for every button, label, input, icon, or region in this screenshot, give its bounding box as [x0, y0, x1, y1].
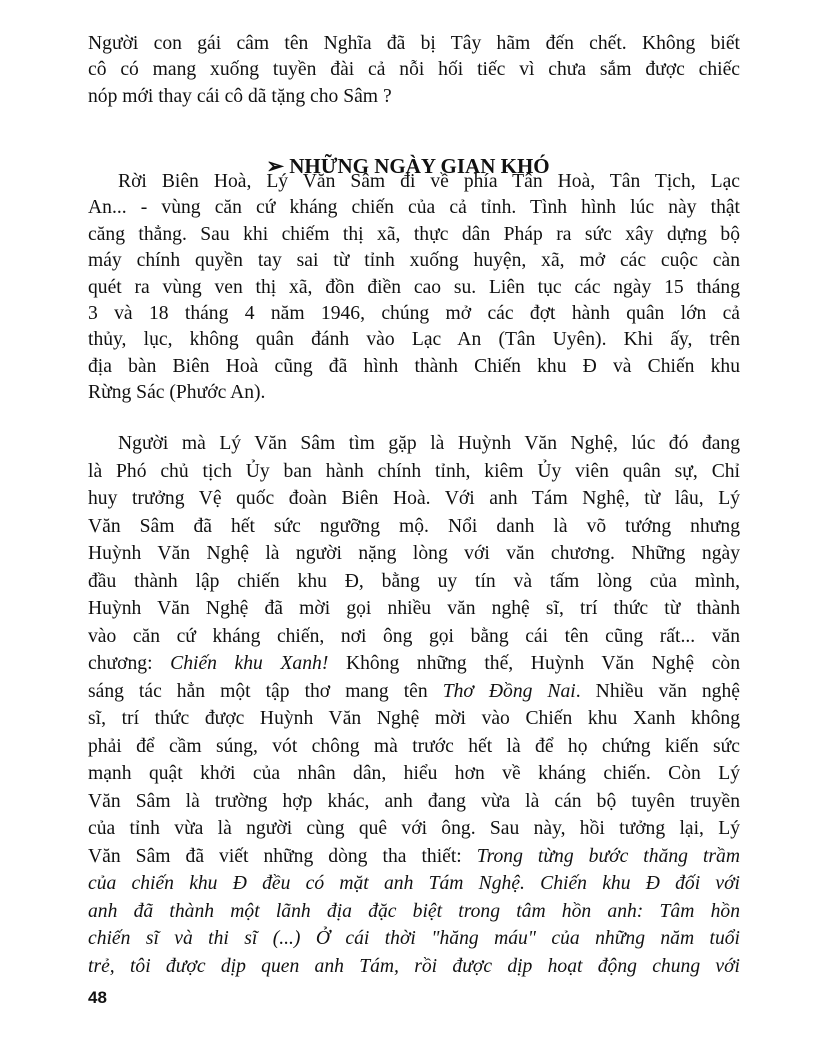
text-line — [88, 301, 740, 327]
text-segment: Văn Sâm đã viết những dòng tha thiết: — [88, 845, 477, 867]
text-line — [88, 169, 740, 195]
text-line — [88, 623, 740, 651]
text-segment: là Phó chủ tịch Ủy ban hành chính tỉnh, kiêm Ủy viên quân sự, Chỉ — [88, 460, 740, 482]
text-line — [88, 568, 740, 596]
paragraph-3 — [88, 430, 740, 980]
text-segment: cô có mang xuống tuyền đài cả nỗi hối tiếc vì chưa sắm được chiếc — [88, 59, 740, 81]
text-line — [88, 84, 740, 110]
arrow-bullet-icon: ➢ — [266, 154, 284, 178]
text-line — [88, 815, 740, 843]
text-line — [88, 458, 740, 486]
text-line — [88, 788, 740, 816]
text-segment: sĩ, trí thức được Huỳnh Văn Nghệ mời vào Chiến khu Xanh không — [88, 708, 740, 729]
text-line — [88, 650, 740, 678]
text-segment: địa bàn Biên Hoà cũng đã hình thành Chiến khu Đ và Chiến khu — [88, 355, 740, 377]
text-segment: huy trưởng Vệ quốc đoàn Biên Hoà. Với anh Tám Nghệ, từ lâu, Lý — [88, 488, 740, 509]
text-segment: đầu thành lập chiến khu Đ, bằng uy tín và tấm lòng của mình, — [88, 570, 740, 592]
text-segment: máy chính quyền tay sai từ tỉnh xuống huyện, xã, mở các cuộc càn — [88, 250, 740, 272]
text-segment: Người mà Lý Văn Sâm tìm gặp là Huỳnh Văn Nghệ, lúc đó đang — [118, 433, 740, 454]
text-segment: Văn Sâm đã hết sức ngưỡng mộ. Nổi danh là võ tướng nhưng — [88, 515, 740, 537]
text-line — [88, 430, 740, 458]
italic-text: của chiến khu Đ đều có mặt anh Tám Nghệ. Chiến khu Đ đối với — [88, 873, 740, 894]
text-line — [88, 222, 740, 248]
paragraph-1 — [88, 31, 740, 110]
text-line — [88, 595, 740, 623]
text-segment: phải để cầm súng, vót chông mà trước hết là để họ chứng kiến sức — [88, 735, 740, 757]
text-segment: 3 và 18 tháng 4 năm 1946, chúng mở các đợt hành quân lớn cả — [88, 302, 740, 324]
text-line — [88, 760, 740, 788]
text-segment: An... - vùng căn cứ kháng chiến của cả tỉnh. Tình hình lúc này thật — [88, 197, 740, 219]
italic-text: Chiến khu Xanh! — [170, 653, 329, 674]
italic-text: trẻ, tôi được dịp quen anh Tám, rồi được dịp hoạt động chung với — [88, 955, 740, 977]
text-segment: Rời Biên Hoà, Lý Văn Sâm đi về phía Tân Hoà, Tân Tịch, Lạc — [118, 171, 740, 192]
text-segment: Không những thế, Huỳnh Văn Nghệ còn — [328, 653, 740, 674]
text-segment: Huỳnh Văn Nghệ là người nặng lòng với văn chương. Những ngày — [88, 543, 740, 564]
text-line — [88, 195, 740, 221]
text-line — [88, 678, 740, 706]
text-segment: thủy, lục, không quân đánh vào Lạc An (Tân Uyên). Khi ấy, trên — [88, 329, 740, 351]
italic-text: chiến sĩ và thi sĩ (...) Ở cái thời "hăng máu" của những năm tuổi — [88, 928, 740, 949]
text-line — [88, 57, 740, 83]
text-segment: căng thẳng. Sau khi chiếm thị xã, thực dân Pháp ra sức xây dựng bộ — [88, 223, 740, 245]
text-line — [88, 953, 740, 981]
text-line — [88, 898, 740, 926]
text-segment: của tỉnh vừa là người cùng quê với ông. Sau này, hồi tưởng lại, Lý — [88, 818, 740, 839]
text-line — [88, 380, 740, 406]
page-number: 48 — [88, 988, 107, 1007]
text-segment: Rừng Sác (Phước An). — [88, 382, 266, 404]
text-line — [88, 843, 740, 871]
text-line — [88, 705, 740, 733]
heading-title: NHỮNG NGÀY GIAN KHÓ — [289, 154, 550, 178]
text-segment: vào căn cứ kháng chiến, nơi ông gọi bằng cái tên cũng rất... văn — [88, 625, 740, 647]
text-line — [88, 870, 740, 898]
italic-text: anh đã thành một lãnh địa đặc biệt trong tâm hồn anh: Tâm hồn — [88, 900, 740, 922]
italic-text: Trong từng bước thăng trầm — [476, 845, 740, 867]
text-segment: nóp mới thay cái cô dã tặng cho Sâm ? — [88, 85, 392, 107]
paragraph-2 — [88, 169, 740, 407]
text-line — [88, 275, 740, 301]
italic-text: Thơ Đồng Nai — [442, 680, 576, 702]
text-line — [88, 354, 740, 380]
text-segment: quét ra vùng ven thị xã, đồn điền cao su. Liên tục các ngày 15 tháng — [88, 276, 740, 298]
text-line — [88, 248, 740, 274]
text-segment: Huỳnh Văn Nghệ đã mời gọi nhiều văn nghệ sĩ, trí thức từ thành — [88, 598, 740, 619]
text-segment: sáng tác hẳn một tập thơ mang tên — [88, 680, 443, 702]
text-segment: Văn Sâm là trường hợp khác, anh đang vừa là cán bộ tuyên truyền — [88, 790, 740, 812]
text-line — [88, 733, 740, 761]
text-line — [88, 31, 740, 57]
text-line — [88, 485, 740, 513]
text-segment: . Nhiều văn nghệ — [575, 680, 740, 702]
text-segment: Người con gái câm tên Nghĩa đã bị Tây hãm đến chết. Không biết — [88, 33, 740, 54]
text-segment: mạnh quật khởi của nhân dân, hiểu hơn về kháng chiến. Còn Lý — [88, 763, 740, 784]
text-line — [88, 327, 740, 353]
text-line — [88, 513, 740, 541]
text-line — [88, 925, 740, 953]
text-segment: chương: — [88, 653, 171, 674]
text-line — [88, 540, 740, 568]
